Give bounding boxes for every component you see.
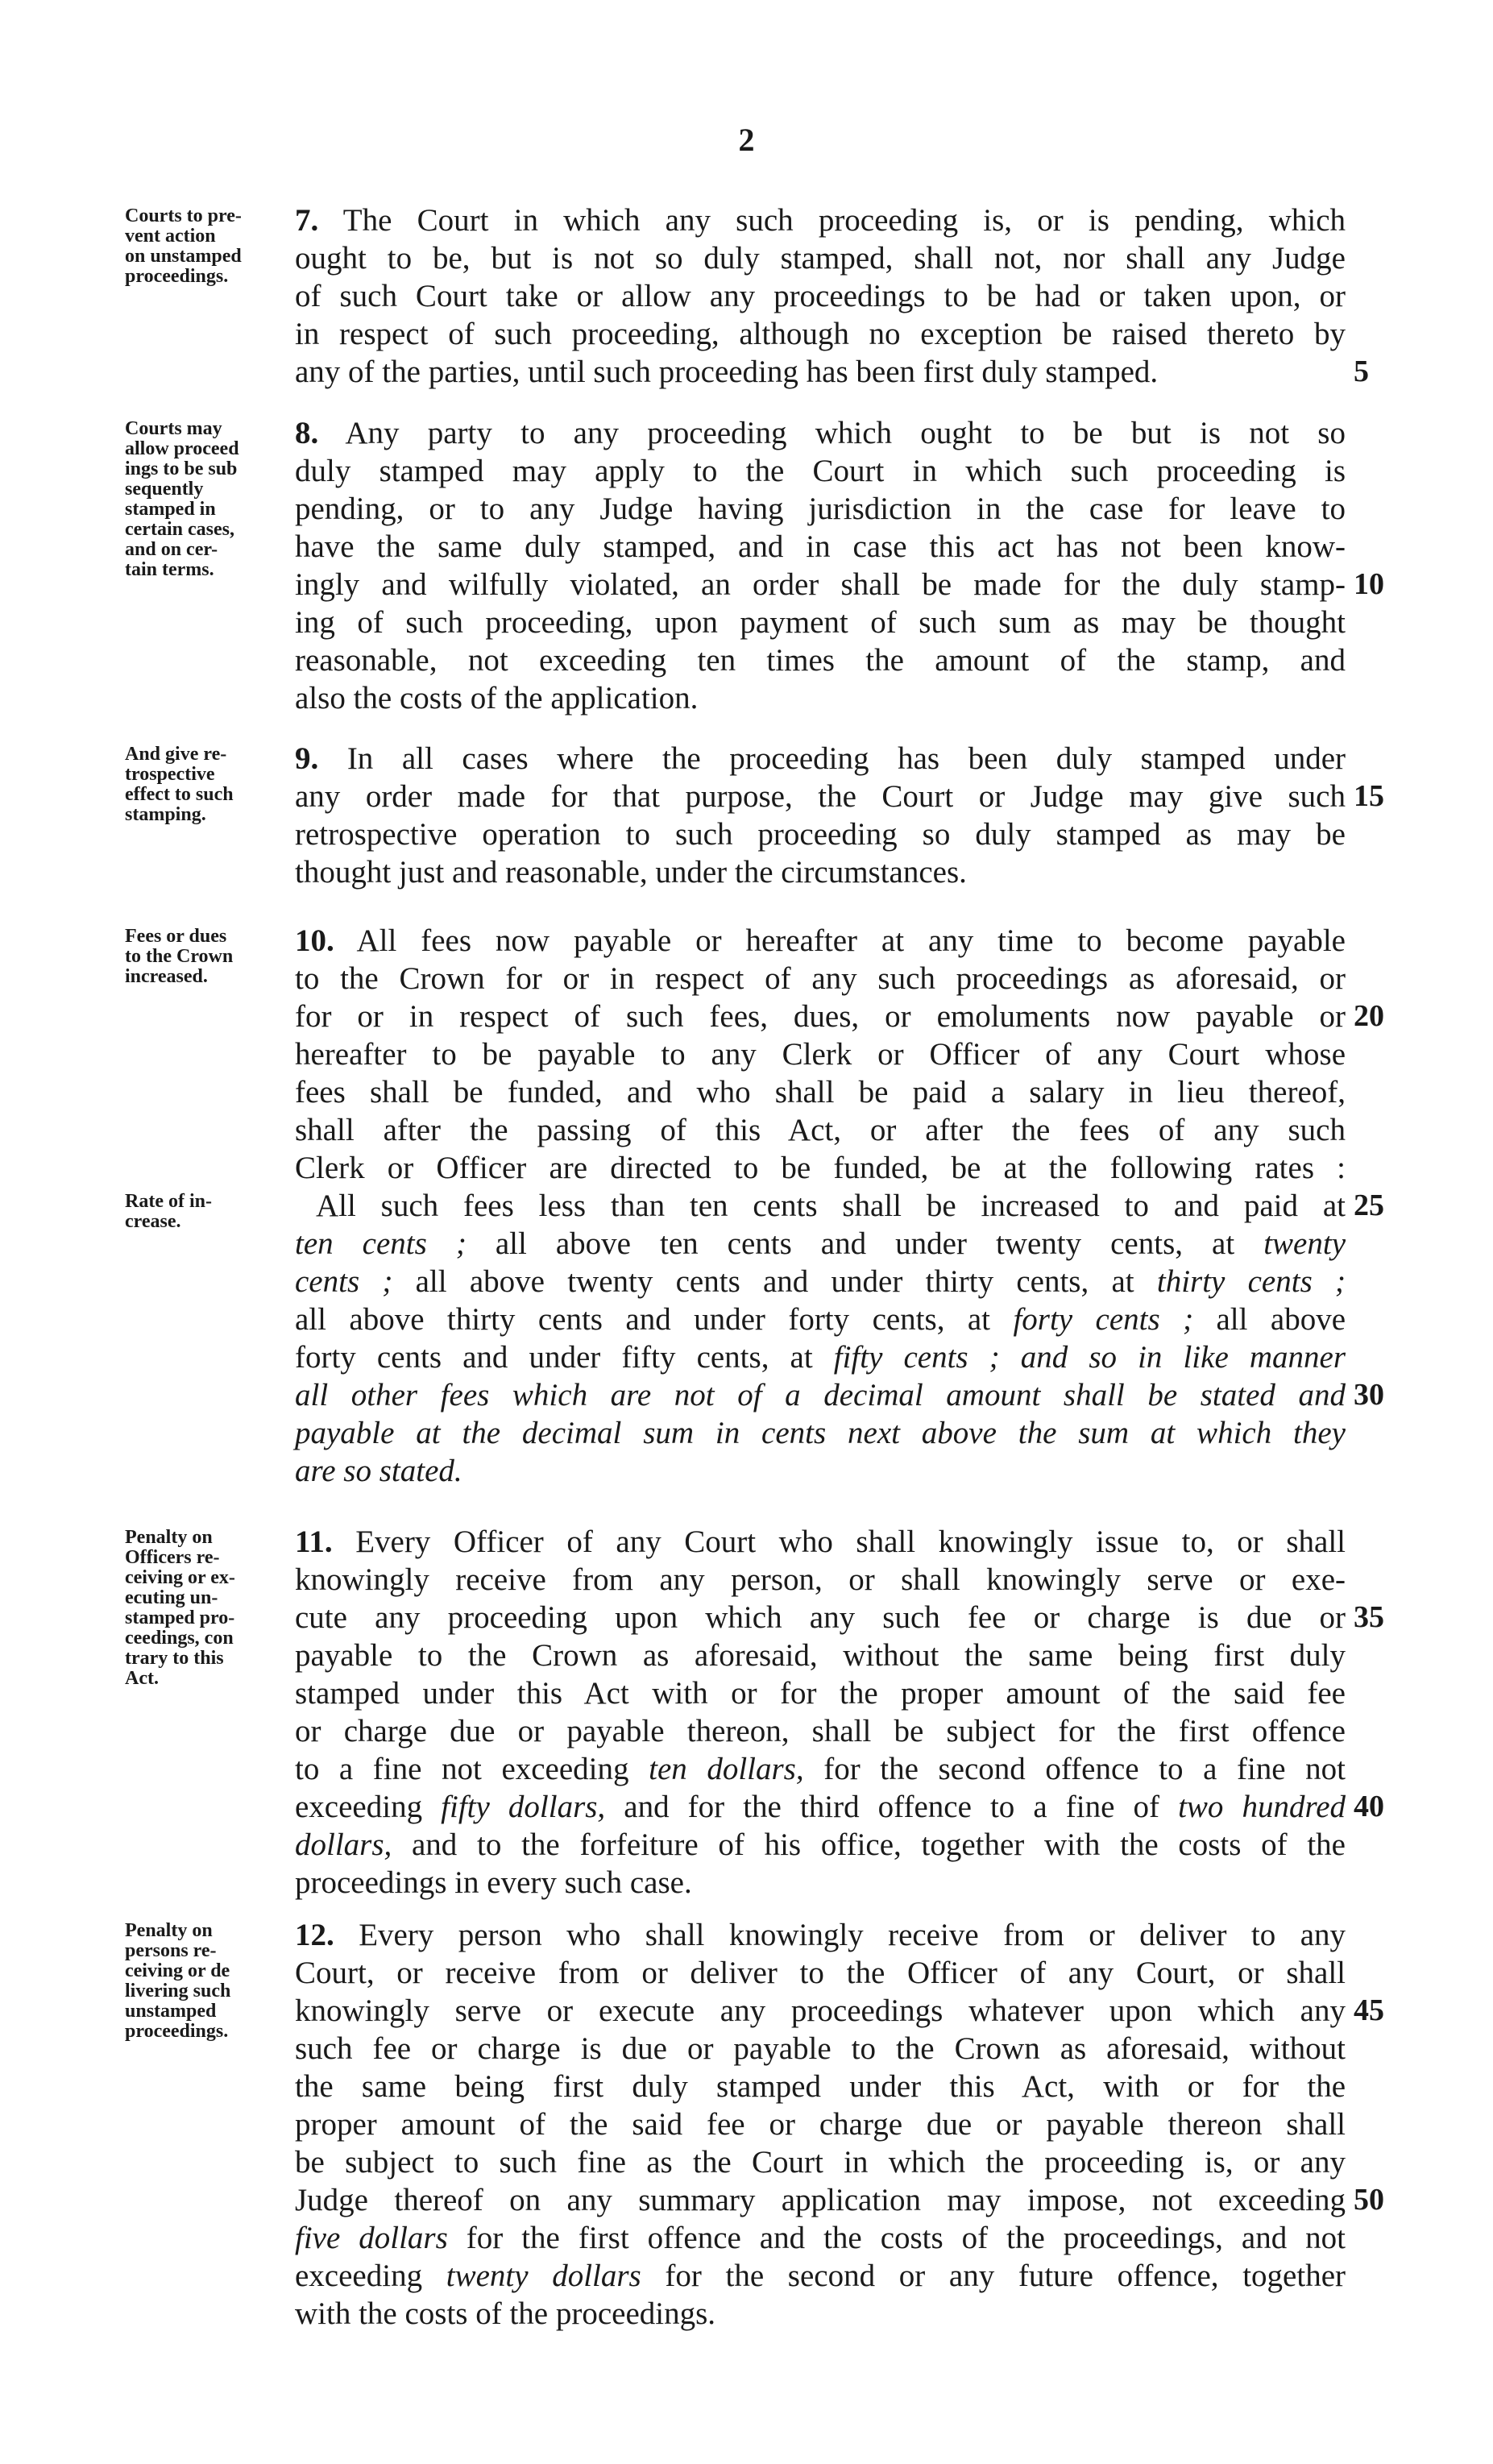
section-body: 8. Any party to any proceeding which ought to be but is not so duly stamped may apply to the Court in which such proceeding is pending, or to any Judge having jurisdiction in the case for leave to have the same duly stamped, and in case this act has not been know- ingly and wilfully violated, an order shall be made for the duly stamp- ing of such proceeding, upon payment of such sum as may be thought reasonable, not exceeding ten times the amount of the stamp, and also the costs of the application. bbox=[295, 416, 1346, 716]
page-number: 2 bbox=[738, 122, 755, 158]
section-body: 10. All fees now payable or hereafter at any time to become payable to the Crown for or in respect of any such proceedings as aforesaid, or for or in respect of such fees, dues, or emoluments now payable or hereafter to be payable to any Clerk or Officer of any Court whose fees shall be funded, and who shall be paid a salary in lieu thereof, shall after the passing of this Act, or after the fees of any such Clerk or Officer are directed to be funded, be at the following rates : All such fees less than ten cents shall be increased to and paid at ten cents ; all above ten cents and under twenty cents, at twenty cents ; all above twenty cents and under thirty cents, at thirty cents ; all above thirty cents and under forty cents, at forty cents ; all above forty cents and under fifty cents, at fifty cents ; and so in like manner all other fees which are not of a decimal amount shall be stated and payable at the decimal sum in cents next above the sum at which they are so stated. bbox=[295, 923, 1346, 1488]
section-number: 10. bbox=[295, 923, 334, 958]
section-number: 9. bbox=[295, 741, 319, 776]
section-body: 7. The Court in which any such proceeding is, or is pending, which ought to be, but is not so duly stamped, shall not, nor shall any Judge of such Court take or allow any proceedings to be had or taken upon, or in respect of such proceeding, although no exception be raised thereto by any of the parties, until such proceeding has been first duly stamped. bbox=[295, 203, 1346, 389]
section-number: 7. bbox=[295, 203, 319, 238]
section-number: 8. bbox=[295, 416, 319, 450]
margin-note: Courts to pre- vent action on unstamped proceedings. bbox=[125, 205, 242, 287]
section-body: 9. In all cases where the proceeding has been duly stamped under any order made for that purpose, the Court or Judge may give such retrospective operation to such proceeding so duly stamped as may be thought just and reasonable, under the circumstances. bbox=[295, 741, 1346, 890]
section-body: 11. Every Officer of any Court who shall knowingly issue to, or shall knowingly receive from any person, or shall knowingly serve or exe- cute any proceeding upon which any such fee or charge is due or payable to the Crown as aforesaid, without the same being first duly stamped under this Act with or for the proper amount of the said fee or charge due or payable thereon, shall be subject for the first offence to a fine not exceeding ten dollars, for the second offence to a fine not exceeding fifty dollars, and for the third offence to a fine of two hundred dollars, and to the forfeiture of his office, together with the costs of the proceedings in every such case. bbox=[295, 1524, 1346, 1900]
line-number: 25 bbox=[1354, 1188, 1384, 1222]
margin-note-rate: Rate of in- crease. bbox=[125, 1191, 212, 1232]
line-number: 45 bbox=[1354, 1993, 1384, 2027]
margin-note: Fees or dues to the Crown increased. bbox=[125, 926, 234, 987]
line-number: 10 bbox=[1354, 567, 1384, 601]
line-number: 30 bbox=[1354, 1378, 1384, 1412]
margin-note: And give re- trospective effect to such stamping. bbox=[125, 744, 234, 825]
margin-note: Penalty on Officers re- ceiving or ex- ecuting un- stamped pro- ceedings, con trary to this Act. bbox=[125, 1527, 235, 1689]
section-number: 12. bbox=[295, 1918, 334, 1952]
line-number: 5 bbox=[1354, 355, 1369, 388]
line-number: 40 bbox=[1354, 1790, 1384, 1823]
section-number: 11. bbox=[295, 1524, 333, 1559]
section-body: 12. Every person who shall knowingly receive from or deliver to any Court, or receive from or deliver to the Officer of any Court, or shall knowingly serve or execute any proceedings whatever upon which any such fee or charge is due or payable to the Crown as aforesaid, without the same being first duly stamped under this Act, with or for the proper amount of the said fee or charge due or payable thereon shall be subject to such fine as the Court in which the proceeding is, or any Judge thereof on any summary application may impose, not exceeding five dollars for the first offence and the costs of the proceedings, and not exceeding twenty dollars for the second or any future offence, together with the costs of the proceedings. bbox=[295, 1918, 1346, 2331]
margin-note: Penalty on persons re- ceiving or de livering such unstamped proceedings. bbox=[125, 1920, 231, 2042]
line-number: 50 bbox=[1354, 2183, 1384, 2217]
line-number: 20 bbox=[1354, 999, 1384, 1033]
line-number: 35 bbox=[1354, 1600, 1384, 1634]
margin-note: Courts may allow proceed ings to be sub sequently stamped in certain cases, and on cer- tain terms. bbox=[125, 418, 239, 580]
line-number: 15 bbox=[1354, 779, 1384, 813]
